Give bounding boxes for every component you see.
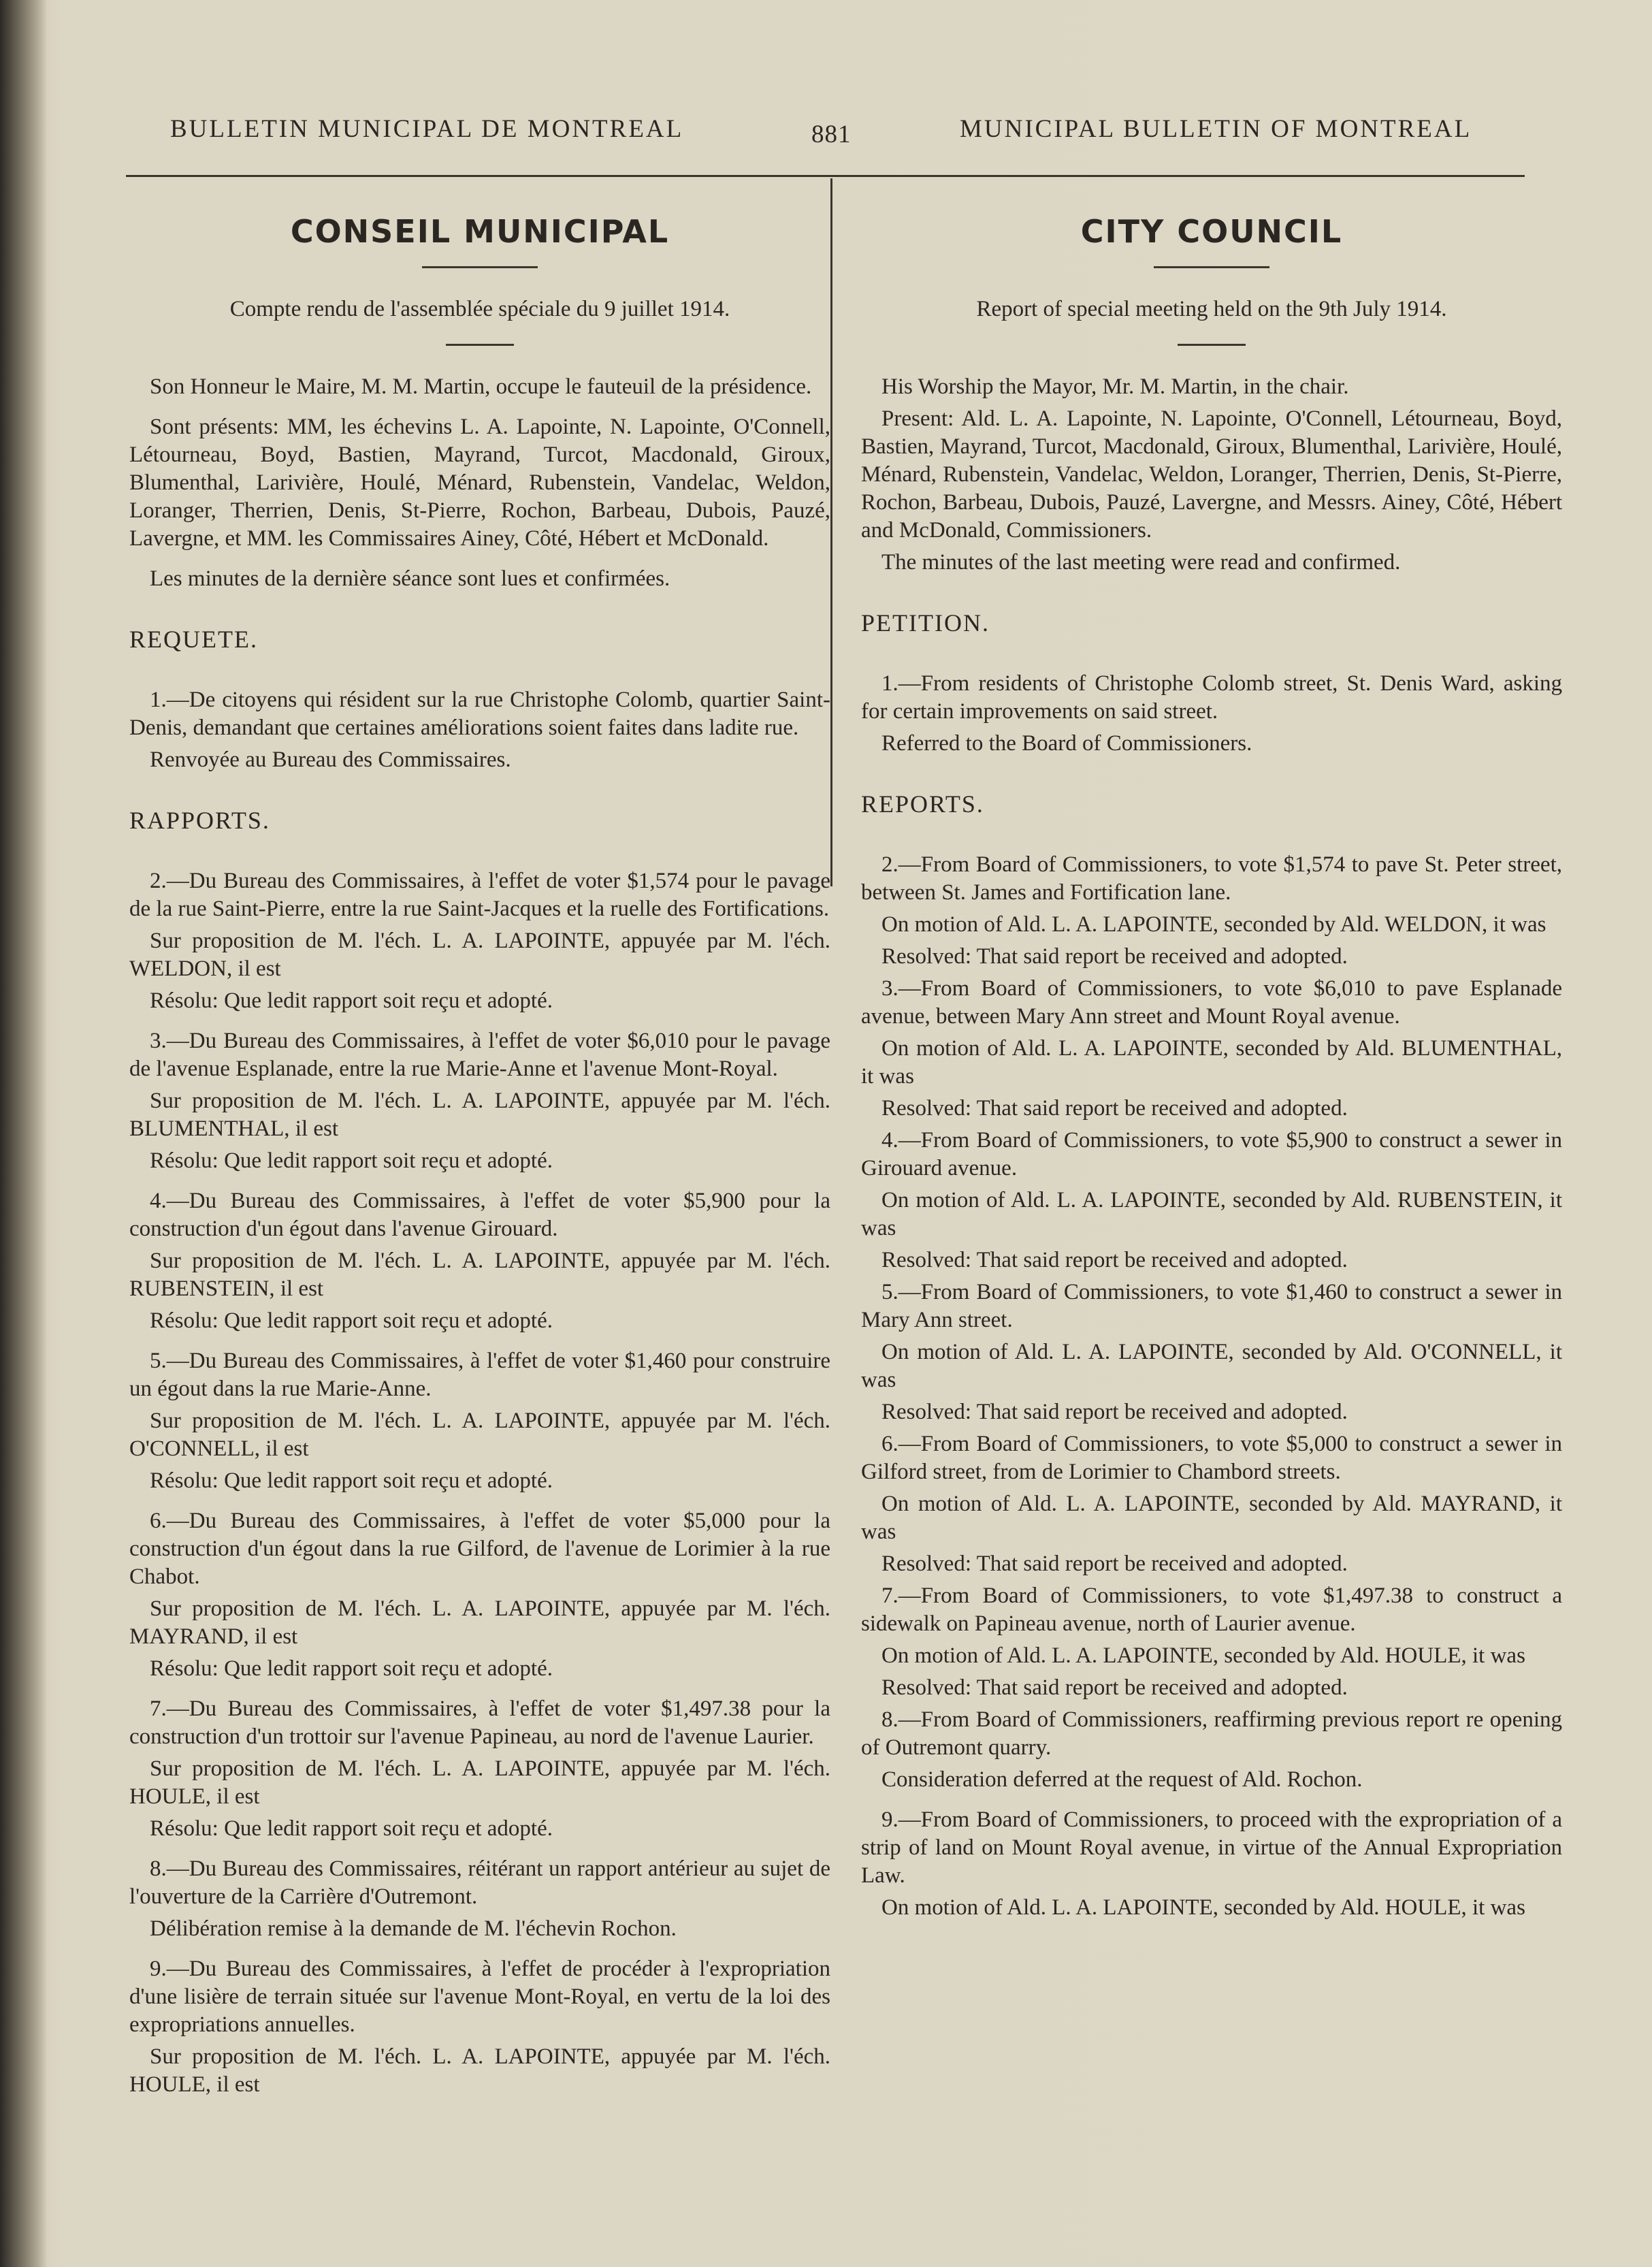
intro-rule <box>1178 344 1246 346</box>
page-number: 881 <box>811 120 852 148</box>
english-report-7: 7.—From Board of Commissioners, to vote $1,497.38 to construct a sidewalk on Papineau avenue, north of Laurier avenue. <box>861 1583 1562 1636</box>
french-title: CONSEIL MUNICIPAL <box>290 213 670 250</box>
french-intro: Compte rendu de l'assemblée spéciale du 9 juillet 1914. <box>229 297 730 321</box>
french-report-2: 2.—Du Bureau des Commissaires, à l'effet de voter $1,574 pour le pavage de la rue Saint-Pierre, entre la rue Saint-Jacques et la ruelle des Fortifications. <box>129 869 830 921</box>
english-report-3-resolution: Resolved: That said report be received and adopted. <box>881 1096 1348 1121</box>
title-rule <box>422 266 538 268</box>
french-request-1: 1.—De citoyens qui résident sur la rue Christophe Colomb, quartier Saint-Denis, demandant que certaines améliorations soient faites dans ladite rue. <box>129 688 830 740</box>
english-report-5-resolution: Resolved: That said report be received and adopted. <box>881 1400 1348 1424</box>
french-report-8: 8.—Du Bureau des Commissaires, réitérant un rapport antérieur au sujet de l'ouverture de la Carrière d'Outremont. <box>129 1856 830 1909</box>
english-report-2-resolution: Resolved: That said report be received and adopted. <box>881 944 1348 969</box>
french-report-5-resolution: Résolu: Que ledit rapport soit reçu et adopté. <box>150 1468 553 1493</box>
english-report-2: 2.—From Board of Commissioners, to vote $1,574 to pave St. Peter street, between St. James and Fortification lane. <box>861 852 1562 905</box>
english-report-7-motion: On motion of Ald. L. A. LAPOINTE, seconded by Ald. HOULE, it was <box>881 1643 1525 1668</box>
french-report-7: 7.—Du Bureau des Commissaires, à l'effet de voter $1,497.38 pour la construction d'un trottoir sur l'avenue Papineau, au nord de l'avenue Laurier. <box>129 1697 830 1749</box>
english-report-6: 6.—From Board of Commissioners, to vote $5,000 to construct a sewer in Gilford street, from de Lorimier to Chambord streets. <box>861 1432 1562 1484</box>
english-report-3-motion: On motion of Ald. L. A. LAPOINTE, seconded by Ald. BLUMENTHAL, it was <box>861 1036 1562 1089</box>
french-report-4: 4.—Du Bureau des Commissaires, à l'effet de voter $5,900 pour la construction d'un égout dans l'avenue Girouard. <box>129 1189 830 1241</box>
english-report-5: 5.—From Board of Commissioners, to vote $1,460 to construct a sewer in Mary Ann street. <box>861 1280 1562 1332</box>
english-intro: Report of special meeting held on the 9th July 1914. <box>976 297 1447 321</box>
title-rule <box>1154 266 1269 268</box>
english-report-7-resolution: Resolved: That said report be received and adopted. <box>881 1675 1348 1700</box>
french-column <box>129 204 830 2103</box>
english-report-8-resolution: Consideration deferred at the request of Ald. Rochon. <box>881 1767 1363 1792</box>
english-report-5-motion: On motion of Ald. L. A. LAPOINTE, seconded by Ald. O'CONNELL, it was <box>861 1340 1562 1392</box>
english-report-9: 9.—From Board of Commissioners, to proceed with the expropriation of a strip of land on Mount Royal avenue, in virtue of the Annual Expropriation Law. <box>861 1807 1562 1888</box>
french-report-2-resolution: Résolu: Que ledit rapport soit reçu et adopté. <box>150 988 553 1013</box>
french-report-9-motion: Sur proposition de M. l'éch. L. A. LAPOINTE, appuyée par M. l'éch. HOULE, il est <box>129 2044 830 2097</box>
french-report-3-motion: Sur proposition de M. l'éch. L. A. LAPOINTE, appuyée par M. l'éch. BLUMENTHAL, il est <box>129 1089 830 1141</box>
english-minutes-paragraph: The minutes of the last meeting were read and confirmed. <box>881 550 1401 575</box>
english-section-reports: REPORTS. <box>861 790 984 818</box>
binding-gutter <box>0 0 48 2267</box>
french-report-5-motion: Sur proposition de M. l'éch. L. A. LAPOINTE, appuyée par M. l'éch. O'CONNELL, il est <box>129 1409 830 1461</box>
french-report-7-resolution: Résolu: Que ledit rapport soit reçu et adopté. <box>150 1816 553 1841</box>
french-section-requete: REQUETE. <box>129 626 258 653</box>
english-mayor-paragraph: His Worship the Mayor, Mr. M. Martin, in the chair. <box>881 374 1349 399</box>
french-report-4-motion: Sur proposition de M. l'éch. L. A. LAPOINTE, appuyée par M. l'éch. RUBENSTEIN, il est <box>129 1249 830 1301</box>
english-report-2-motion: On motion of Ald. L. A. LAPOINTE, seconded by Ald. WELDON, it was <box>881 912 1546 937</box>
french-section-rapports: RAPPORTS. <box>129 807 270 834</box>
header-rule <box>126 175 1525 177</box>
french-report-3: 3.—Du Bureau des Commissaires, à l'effet de voter $6,010 pour le pavage de l'avenue Esplanade, entre la rue Marie-Anne et l'avenue Mont-Royal. <box>129 1029 830 1081</box>
english-report-4-motion: On motion of Ald. L. A. LAPOINTE, seconded by Ald. RUBENSTEIN, it was <box>861 1188 1562 1240</box>
english-report-4: 4.—From Board of Commissioners, to vote $5,900 to construct a sewer in Girouard avenue. <box>861 1128 1562 1180</box>
intro-rule <box>446 344 514 346</box>
english-report-9-motion: On motion of Ald. L. A. LAPOINTE, seconded by Ald. HOULE, it was <box>881 1895 1525 1920</box>
french-report-2-motion: Sur proposition de M. l'éch. L. A. LAPOINTE, appuyée par M. l'éch. WELDON, il est <box>129 929 830 981</box>
french-report-4-resolution: Résolu: Que ledit rapport soit reçu et adopté. <box>150 1308 553 1333</box>
french-mayor-paragraph: Son Honneur le Maire, M. M. Martin, occupe le fauteuil de la présidence. <box>150 374 812 399</box>
english-report-3: 3.—From Board of Commissioners, to vote $6,010 to pave Esplanade avenue, between Mary Ann street and Mount Royal avenue. <box>861 976 1562 1029</box>
english-present-paragraph: Present: Ald. L. A. Lapointe, N. Lapointe, O'Connell, Létourneau, Boyd, Bastien, Mayrand, Turcot, Macdonald, Giroux, Blumenthal, Larivière, Houlé, Ménard, Rubenstein, Vandelac, Weldon, Loranger, Therrien, Denis, St-Pierre, Rochon, Barbeau, Dubois, Pauzé, Lavergne, and Messrs. Ainey, Côté, Hébert and McDonald, Commissioners. <box>861 406 1562 543</box>
english-report-6-motion: On motion of Ald. L. A. LAPOINTE, seconded by Ald. MAYRAND, it was <box>861 1492 1562 1544</box>
french-report-6-motion: Sur proposition de M. l'éch. L. A. LAPOINTE, appuyée par M. l'éch. MAYRAND, il est <box>129 1596 830 1649</box>
french-report-9: 9.—Du Bureau des Commissaires, à l'effet de procéder à l'expropriation d'une lisière de terrain située sur l'avenue Mont-Royal, en vertu de la loi des expropriations annuelles. <box>129 1957 830 2037</box>
french-report-6: 6.—Du Bureau des Commissaires, à l'effet de voter $5,000 pour la construction d'un égout dans la rue Gilford, de l'avenue de Lorimier à la rue Chabot. <box>129 1509 830 1589</box>
french-report-5: 5.—Du Bureau des Commissaires, à l'effet de voter $1,460 pour construire un égout dans la rue Marie-Anne. <box>129 1349 830 1401</box>
french-report-3-resolution: Résolu: Que ledit rapport soit reçu et adopté. <box>150 1148 553 1173</box>
english-petition-1: 1.—From residents of Christophe Colomb street, St. Denis Ward, asking for certain improvements on said street. <box>861 671 1562 724</box>
french-report-6-resolution: Résolu: Que ledit rapport soit reçu et adopté. <box>150 1656 553 1681</box>
header-left-title: BULLETIN MUNICIPAL DE MONTREAL <box>170 115 684 143</box>
english-report-6-resolution: Resolved: That said report be received and adopted. <box>881 1551 1348 1576</box>
french-minutes-paragraph: Les minutes de la dernière séance sont lues et confirmées. <box>150 566 670 591</box>
french-report-8-resolution: Délibération remise à la demande de M. l'échevin Rochon. <box>150 1916 677 1941</box>
column-divider <box>830 178 832 886</box>
english-report-4-resolution: Resolved: That said report be received and adopted. <box>881 1248 1348 1272</box>
english-title: CITY COUNCIL <box>1080 213 1343 250</box>
english-column <box>861 204 1562 1926</box>
french-report-7-motion: Sur proposition de M. l'éch. L. A. LAPOINTE, appuyée par M. l'éch. HOULE, il est <box>129 1756 830 1809</box>
english-section-petition: PETITION. <box>861 609 990 637</box>
french-present-paragraph: Sont présents: MM, les échevins L. A. Lapointe, N. Lapointe, O'Connell, Létourneau, Boyd, Bastien, Mayrand, Turcot, Macdonald, Giroux, Blumenthal, Larivière, Houlé, Ménard, Rubenstein, Vandelac, Weldon, Loranger, Therrien, Denis, St-Pierre, Rochon, Barbeau, Dubois, Pauzé, Lavergne, et MM. les Commissaires Ainey, Côté, Hébert et McDonald. <box>129 415 830 551</box>
header-right-title: MUNICIPAL BULLETIN OF MONTREAL <box>960 115 1472 143</box>
english-report-8: 8.—From Board of Commissioners, reaffirming previous report re opening of Outremont quarry. <box>861 1707 1562 1760</box>
english-petition-1-referral: Referred to the Board of Commissioners. <box>881 731 1252 756</box>
french-request-1-referral: Renvoyée au Bureau des Commissaires. <box>150 747 511 772</box>
